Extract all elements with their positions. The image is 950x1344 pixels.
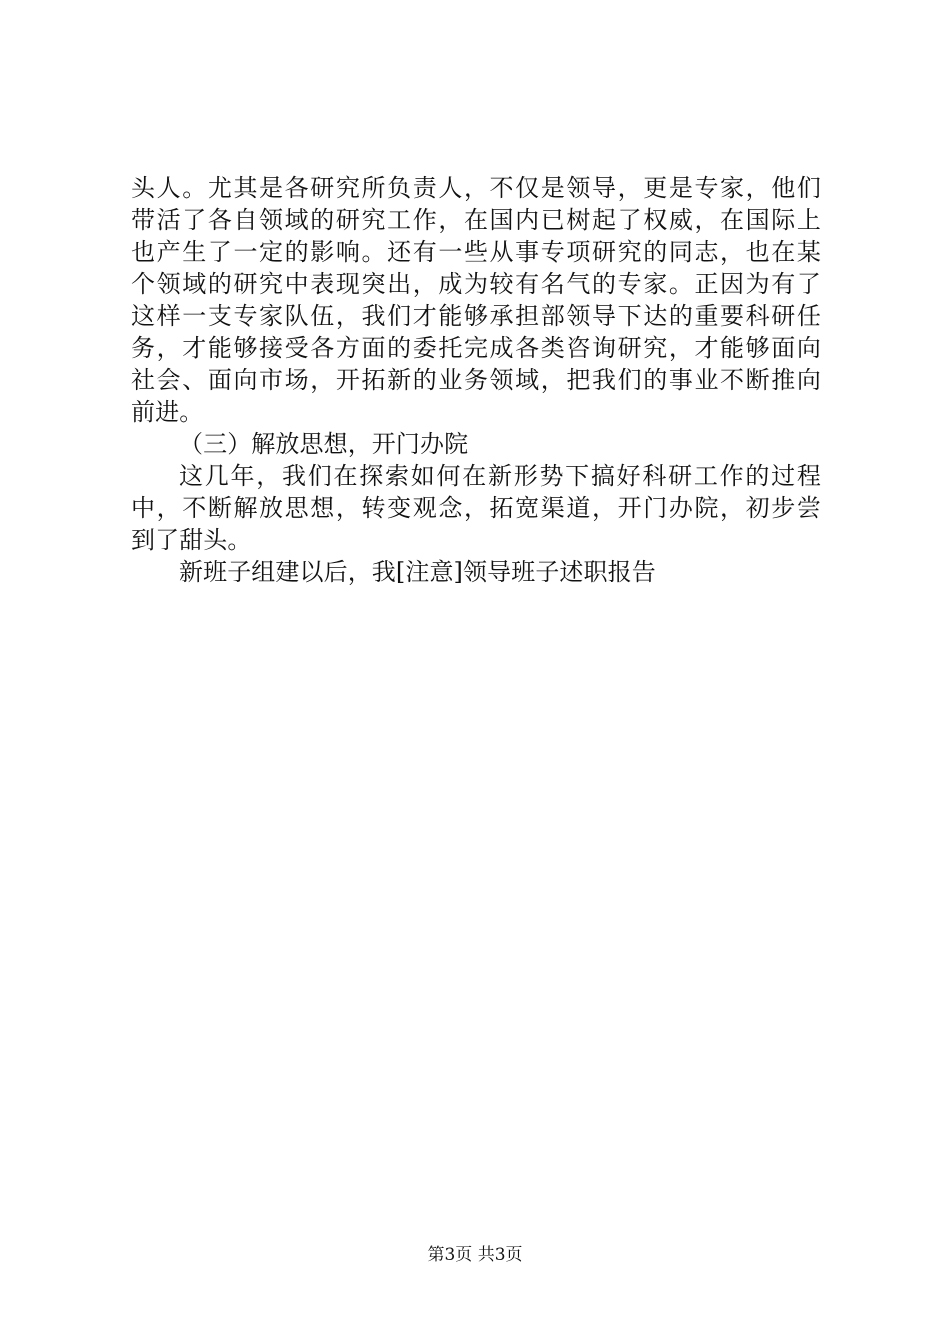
body-line: 社会、面向市场，开拓新的业务领域，把我们的事业不断推向 — [131, 366, 821, 394]
body-line: 中，不断解放思想，转变观念，拓宽渠道，开门办院，初步尝 — [131, 494, 821, 522]
body-line: 到了甜头。 — [131, 526, 252, 554]
body-line: 务，才能够接受各方面的委托完成各类咨询研究，才能够面向 — [131, 334, 821, 362]
body-line: 个领域的研究中表现突出，成为较有名气的专家。正因为有了 — [131, 270, 821, 298]
body-line: 头人。尤其是各研究所负责人，不仅是领导，更是专家，他们 — [131, 174, 821, 202]
section-heading: （三）解放思想，开门办院 — [179, 430, 469, 458]
page-number-footer: 第3页 共3页 — [427, 1245, 523, 1265]
body-line: 这样一支专家队伍，我们才能够承担部领导下达的重要科研任 — [131, 302, 821, 330]
document-body — [131, 172, 821, 588]
body-line: 带活了各自领域的研究工作，在国内已树起了权威，在国际上 — [131, 206, 821, 234]
body-line: 这几年，我们在探索如何在新形势下搞好科研工作的过程 — [179, 462, 821, 490]
body-line: 新班子组建以后，我[注意]领导班子述职报告 — [179, 558, 656, 586]
body-line: 前进。 — [131, 398, 204, 426]
body-line: 也产生了一定的影响。还有一些从事专项研究的同志，也在某 — [131, 238, 821, 266]
